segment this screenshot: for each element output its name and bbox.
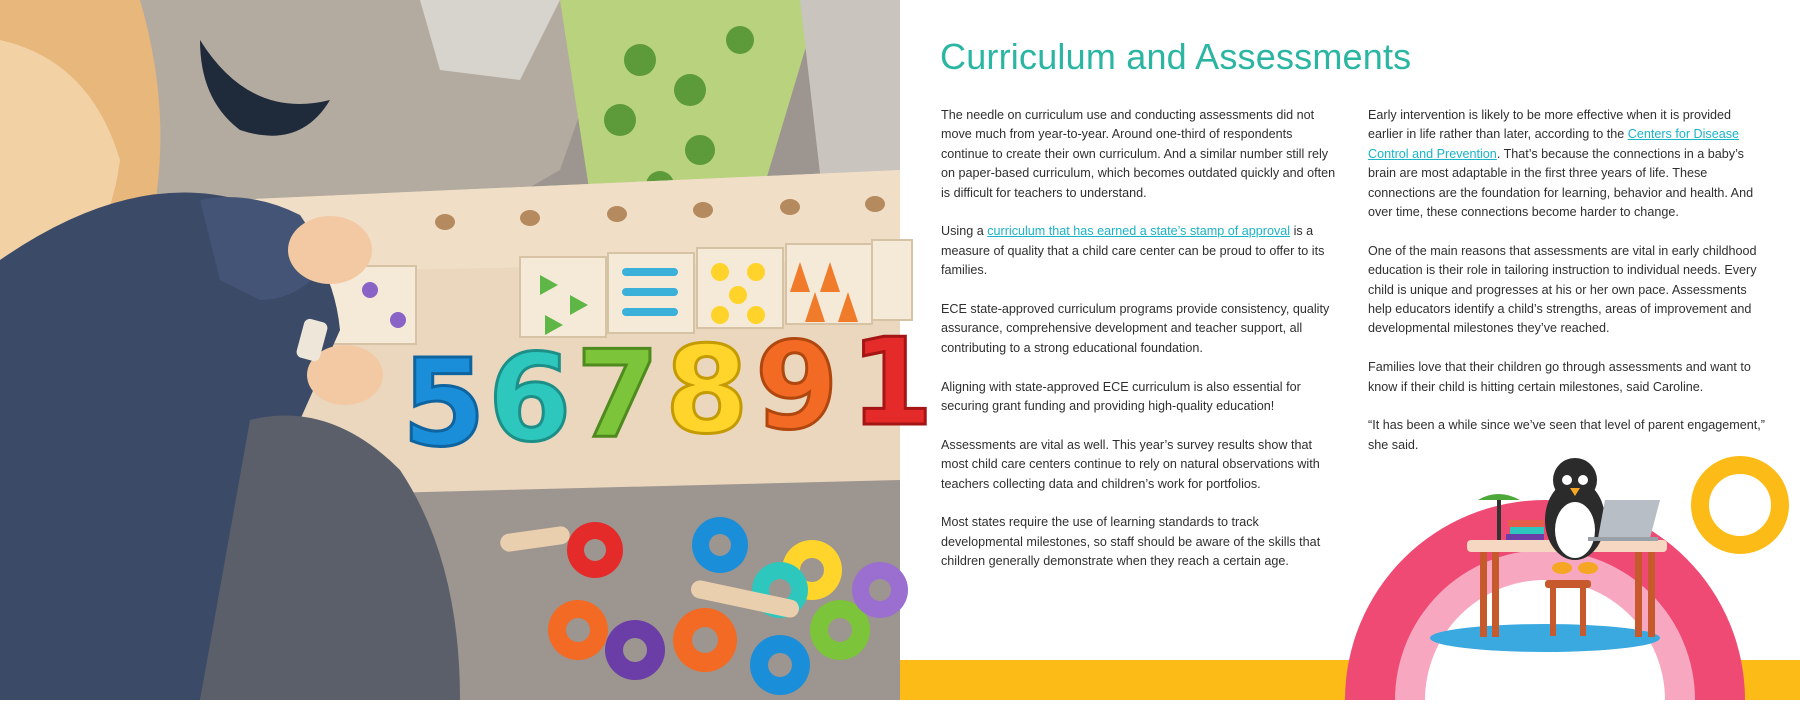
paragraph: One of the main reasons that assessments are vital in early childhood education is their role in tailoring instruction to individual needs. Every child is unique and progresses at his or her own pace. Assessments help educators identify a child’s strengths, areas of improvement and developmental milestones they’ve reached.: [1368, 243, 1757, 336]
paragraph: Aligning with state-approved ECE curriculum is also essential for securing grant funding and providing high-quality education!: [941, 379, 1301, 414]
text-column-left: [941, 106, 1341, 591]
paragraph: [1368, 106, 1768, 222]
penguin-desk-illustration: [1330, 440, 1800, 700]
curriculum-approval-link[interactable]: curriculum that has earned a state’s stamp of approval: [987, 224, 1291, 239]
paragraph: ECE state-approved curriculum programs provide consistency, quality assurance, comprehensive development and teacher support, all contributing to a strong educational foundation.: [941, 302, 1330, 355]
paragraph-text: . That’s because the connections in a baby’s brain are most adaptable in the first three years of life. These connections are the foundation for learning, behavior and health. And over time, these connections become harder to change.: [1368, 146, 1754, 220]
toy-number: 5: [402, 335, 486, 474]
toy-number: 9: [755, 318, 839, 457]
penguin-at-desk-icon: [1330, 440, 1800, 700]
paragraph-text: Early intervention is likely to be more effective when it is provided earlier in life rather than later, according to the: [1368, 108, 1732, 142]
paragraph: “It has been a while since we’ve seen that level of parent engagement,” she said.: [1368, 418, 1765, 452]
toy-number: 7: [576, 326, 660, 465]
page-title: Curriculum and Assessments: [940, 36, 1412, 77]
text-column-right: [1368, 106, 1768, 475]
paragraph: The needle on curriculum use and conducting assessments did not move much from year-to-year. Around one-third of respondents continue to create their own curriculum. And a similar number still rely on paper-based curriculum, which becomes outdated quickly and often is difficult for teachers to understand.: [941, 108, 1336, 200]
paragraph: [941, 222, 1341, 280]
toy-number: 1: [850, 314, 934, 453]
paragraph: Assessments are vital as well. This year’s survey results show that most child care centers continue to rely on natural observations with teachers collecting data and children’s work for portfolios.: [941, 437, 1320, 491]
paragraph: Families love that their children go through assessments and want to know if their child is hitting certain milestones, said Caroline.: [1368, 360, 1751, 394]
cdc-link[interactable]: Centers for Disease Control and Prevention: [1368, 127, 1740, 161]
paragraph-text: is a measure of quality that a child care center can be proud to offer to its families.: [941, 224, 1325, 278]
paragraph-text: Using a: [941, 224, 988, 239]
paragraph: Most states require the use of learning standards to track developmental milestones, so staff should be aware of the skills that children generally demonstrate when they reach a certain age.: [941, 515, 1321, 569]
toy-number: 8: [665, 322, 749, 461]
toy-number: 6: [488, 330, 572, 469]
